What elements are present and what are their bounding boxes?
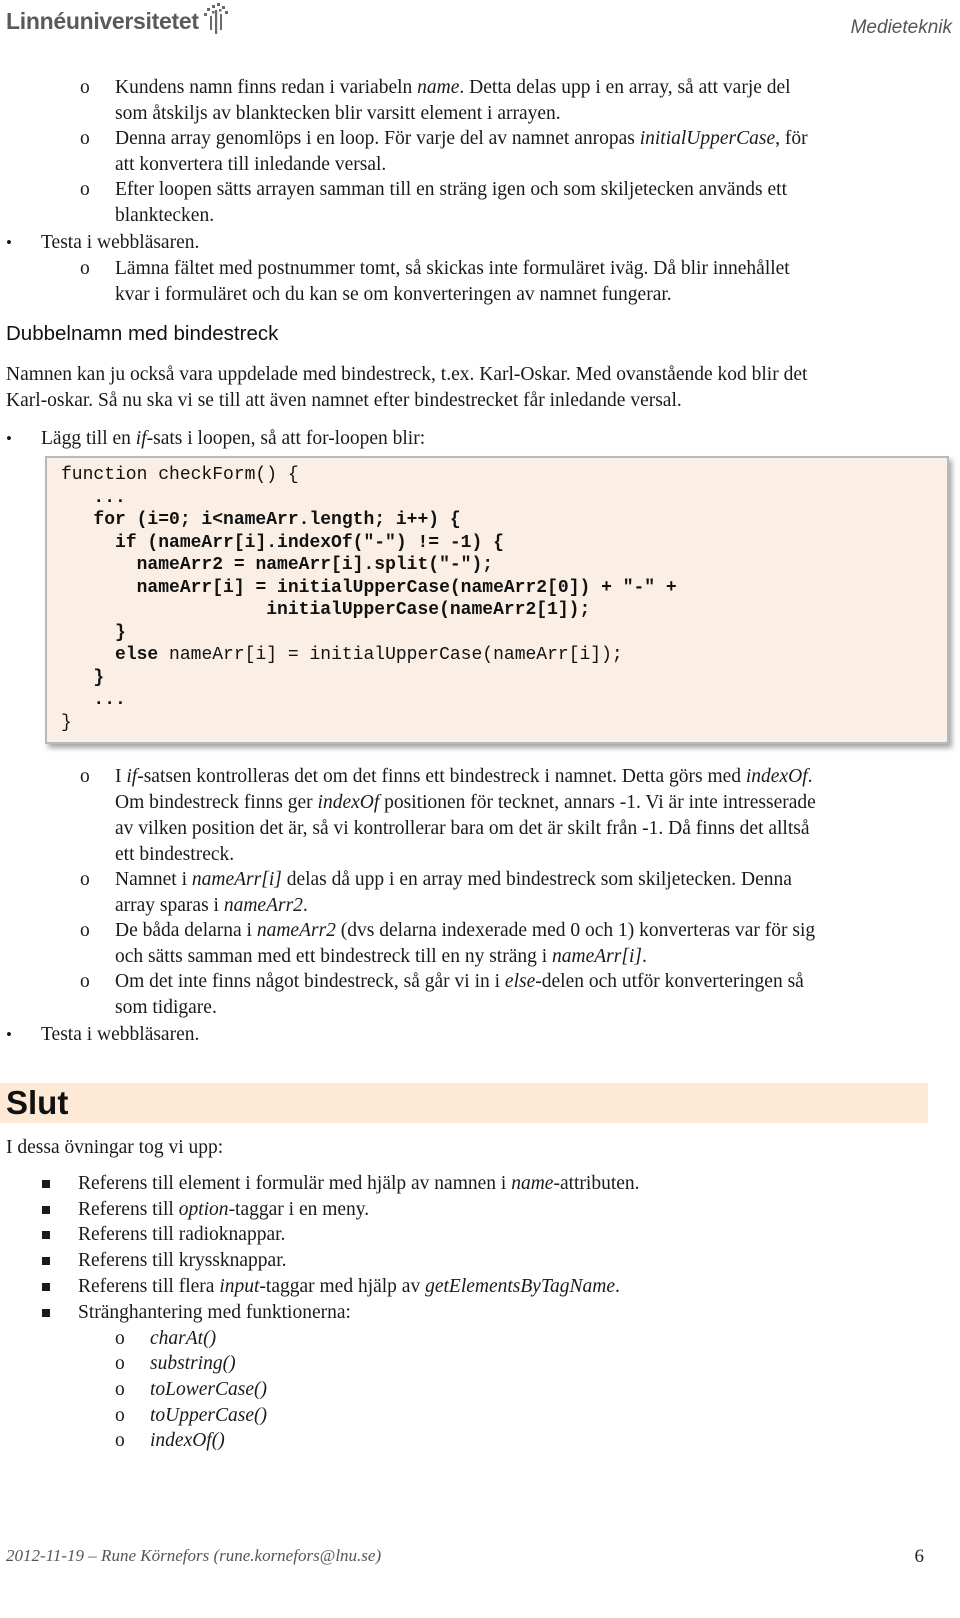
bullet-square [42,1206,50,1214]
document-page: Linnéuniversitetet Medieteknik o Kundens namn finns redan i variabeln name. Detta delas upp i en array, så att varje del som åtskiljs av blanktecken blir varsitt element i arrayen. o Denna array genomlöps i en loop. För varje del av namnet anropas initialUpperCase, för att konvertera till inledande versal. o Efter loopen sätts arrayen samman till en sträng igen och som skiljetecken används ett blanktecken. • Testa i webbläsaren. o Lämna fältet med postnummer tomt, så skickas inte formuläret iväg. Då blir innehållet kvar i formuläret och du kan se om konverteringen av namnet fungerar. Dubbelnamn med bindestreck Namnen kan ju också vara uppdelade med bindestreck, t.ex. Karl-Oskar. Med ovanstående kod blir det Karl-oskar. Så nu ska vi se till att även namnet efter bindestrecket får inledande versal. • Lägg till en if-sats i loopen, så att for-loopen blir: function checkForm() { ... for (i=0; i<nameArr.length; i++) { if (nameArr[i].indexOf("-") != -1) { nameArr2 = nameArr[i].split("-"); nameArr[i] = initialUpperCase(nameArr2[0]) + "-" + initialUpperCase(nameArr2[1]); } else nameArr[i] = initialUpperCase(nameArr[i]); } ... } o I if-satsen kontrolleras det om det finns ett bindestreck i namnet. Detta görs med indexOf. Om bindestreck finns ger indexOf positionen för tecknet, annars -1. Vi är inte intresserade av vilken position det är, så vi kontrollerar bara om det är skilt från -1. Då finns det alltså ett bindestreck. o Namnet i nameArr[i] delas då upp i en array med bindestreck som skiljetecken. Denna array sparas i nameArr2. o De båda delarna i nameArr2 (dvs delarna indexerade med 0 och 1) konverteras var för sig och sätts samman med ett bindestreck till en ny sträng i nameArr[i]. o Om det inte finns något bindestreck, så går vi in i else-delen och utför konverteringen så som tidigare. • Testa i webbläsaren. Slut I dessa övningar tog vi upp: Referens till element i formulär med hjälp av namnen i name-attributen. Referens till option-taggar i en meny. Referens till radioknappar. Referens till kryssknappar. Referens till flera input-taggar med hjälp av getElementsByTagName. Stränghantering med funktionerna: o charAt() o substring() o toLowerCase() o toUpperCase() o indexOf() 2012-11-19 – Rune Körnefors (rune.kornefors@lnu.se) 6 [0,0,960,1618]
heading-band [0,1083,928,1123]
bullet-o: o [80,258,90,279]
page-footer: 2012-11-19 – Rune Körnefors (rune.kornefors@lnu.se) [6,1546,382,1565]
bullet-square [42,1257,50,1265]
bullet-square [42,1309,50,1317]
bullet-o: o [80,920,90,941]
bullet-square [42,1231,50,1239]
section-heading-slut: Slut [6,1084,69,1121]
bullet-o: o [115,1353,125,1374]
bullet-dot: • [6,1025,12,1044]
bullet-o: o [115,1430,125,1451]
bullet-o: o [80,971,90,992]
university-logo [6,8,231,36]
bullet-dot: • [6,429,12,448]
bullet-o: o [80,766,90,787]
bullet-o: o [80,77,90,98]
bullet-o: o [115,1328,125,1349]
bullet-dot: • [6,233,12,252]
bullet-o: o [115,1405,125,1426]
logo-tree-icon [201,2,231,36]
bullet-square [42,1283,50,1291]
bullet-o: o [80,128,90,149]
page-header [0,0,960,50]
code-block: function checkForm() { ... for (i=0; i<nameArr.length; i++) { if (nameArr[i].indexOf("-") != -1) { nameArr2 = nameArr[i].split("-"); nameArr[i] = initialUpperCase(nameArr2[0]) + "-" + initialUpperCase(nameArr2[1]); } else nameArr[i] = initialUpperCase(nameArr[i]); } ... } [45,456,949,744]
section-title: Medieteknik [850,17,952,38]
paragraph: I dessa övningar tog vi upp: [6,1137,224,1158]
bullet-o: o [80,869,90,890]
page-number: 6 [914,1546,924,1567]
bullet-o: o [115,1379,125,1400]
bullet-square [42,1180,50,1188]
section-heading: Dubbelnamn med bindestreck [6,322,279,345]
bullet-o: o [80,179,90,200]
logo-text: Linnéuniversitetet [6,8,199,34]
paragraph: Namnen kan ju också vara uppdelade med bindestreck, t.ex. Karl-Oskar. Med ovanstående kod blir det Karl-oskar. Så nu ska vi se till att även namnet efter bindestrecket får inledande versal. [6,364,808,411]
